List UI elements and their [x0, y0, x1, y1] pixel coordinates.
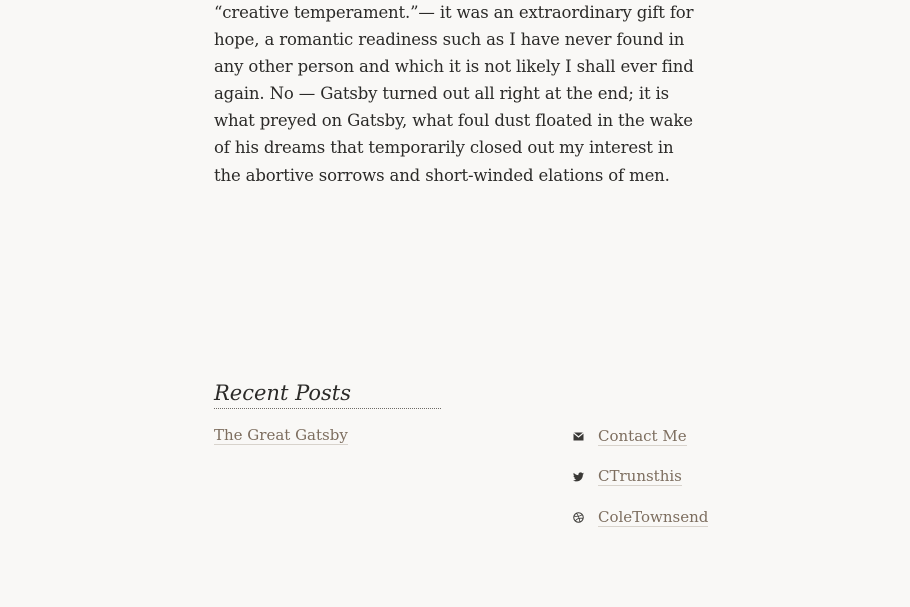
- article-body-text: “creative temperament.”— it was an extraordinary gift for hope, a romantic readiness such as I have never found in any other person and which it is not likely I shall ever find again. No — Gatsby turned out all right at the end; it is what preyed on Gatsby, what foul dust floated in the wake of his dreams that temporarily closed out my interest in the abortive sorrows and short-winded elations of men.: [214, 3, 694, 185]
- recent-posts-list: [214, 425, 348, 444]
- list-item: [214, 425, 348, 444]
- social-item-dribbble: [572, 506, 708, 530]
- dribbble-icon: [572, 512, 584, 524]
- contact-me-link[interactable]: Contact Me: [598, 426, 687, 445]
- mail-icon: [572, 430, 584, 442]
- social-item-twitter: [572, 465, 708, 489]
- recent-post-link[interactable]: The Great Gatsby: [214, 426, 348, 444]
- twitter-icon: [572, 471, 584, 483]
- twitter-link[interactable]: CTrunsthis: [598, 467, 682, 486]
- dribbble-link[interactable]: ColeTownsend: [598, 508, 709, 527]
- recent-posts-heading: Recent Posts: [214, 378, 441, 409]
- social-item-contact: [572, 424, 708, 448]
- social-links-list: [572, 424, 708, 546]
- recent-posts-section: [214, 378, 441, 444]
